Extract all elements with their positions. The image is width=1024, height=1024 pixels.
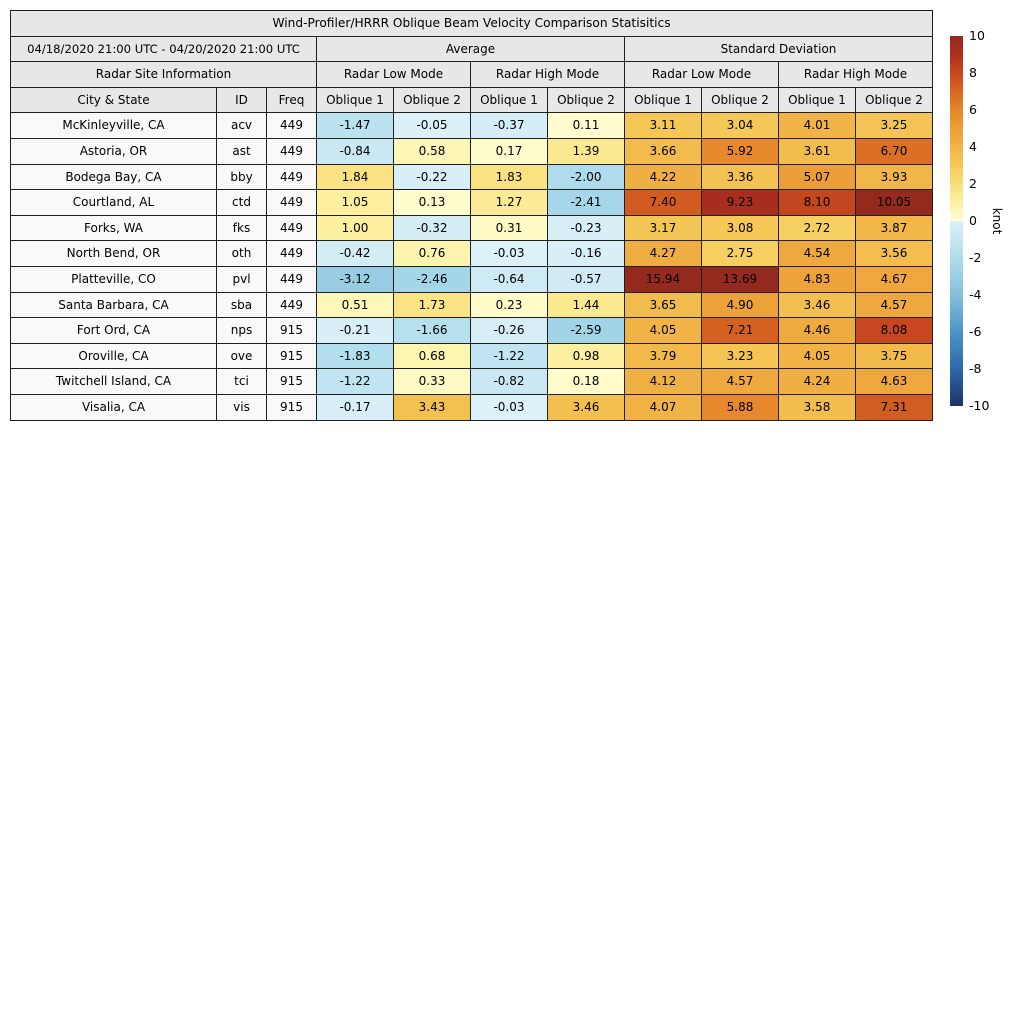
site-id-cell: bby	[217, 164, 267, 190]
value-cell: 4.05	[779, 343, 856, 369]
value-cell: -1.22	[471, 343, 548, 369]
value-cell: 3.11	[625, 113, 702, 139]
col-header-oblique2: Oblique 2	[702, 87, 779, 113]
city-state-cell: Oroville, CA	[11, 343, 217, 369]
value-cell: -0.17	[317, 394, 394, 420]
value-cell: 3.61	[779, 138, 856, 164]
site-id-cell: tci	[217, 369, 267, 395]
value-cell: 4.90	[702, 292, 779, 318]
col-header-city-state: City & State	[11, 87, 217, 113]
table-row	[11, 113, 933, 139]
value-cell: 3.56	[856, 241, 933, 267]
site-id-cell: ove	[217, 343, 267, 369]
value-cell: 4.05	[625, 318, 702, 344]
value-cell: 3.46	[548, 394, 625, 420]
value-cell: 4.67	[856, 266, 933, 292]
colorbar-unit-label: knot	[990, 207, 1004, 235]
site-id-cell: pvl	[217, 266, 267, 292]
value-cell: -1.83	[317, 343, 394, 369]
value-cell: -2.59	[548, 318, 625, 344]
site-id-cell: vis	[217, 394, 267, 420]
site-id-cell: sba	[217, 292, 267, 318]
value-cell: 3.04	[702, 113, 779, 139]
value-cell: -1.47	[317, 113, 394, 139]
value-cell: 0.98	[548, 343, 625, 369]
value-cell: -0.37	[471, 113, 548, 139]
value-cell: 3.08	[702, 215, 779, 241]
value-cell: 0.68	[394, 343, 471, 369]
value-cell: 4.01	[779, 113, 856, 139]
value-cell: 7.40	[625, 190, 702, 216]
value-cell: 2.75	[702, 241, 779, 267]
value-cell: -0.84	[317, 138, 394, 164]
city-state-cell: North Bend, OR	[11, 241, 217, 267]
city-state-cell: Astoria, OR	[11, 138, 217, 164]
value-cell: -0.03	[471, 241, 548, 267]
value-cell: 1.27	[471, 190, 548, 216]
value-cell: 4.22	[625, 164, 702, 190]
value-cell: -0.05	[394, 113, 471, 139]
value-cell: -0.64	[471, 266, 548, 292]
value-cell: -0.26	[471, 318, 548, 344]
value-cell: 3.36	[702, 164, 779, 190]
colorbar-tick-label: -6	[969, 323, 982, 339]
city-state-cell: McKinleyville, CA	[11, 113, 217, 139]
value-cell: -2.46	[394, 266, 471, 292]
value-cell: -1.22	[317, 369, 394, 395]
table-row	[11, 394, 933, 420]
col-header-id: ID	[217, 87, 267, 113]
value-cell: 1.84	[317, 164, 394, 190]
table-row	[11, 292, 933, 318]
colorbar-tick-label: 6	[969, 101, 977, 117]
freq-cell: 449	[267, 266, 317, 292]
freq-cell: 449	[267, 292, 317, 318]
city-state-cell: Santa Barbara, CA	[11, 292, 217, 318]
col-header-oblique2: Oblique 2	[394, 87, 471, 113]
city-state-cell: Forks, WA	[11, 215, 217, 241]
title-row	[11, 11, 933, 37]
site-id-cell: ctd	[217, 190, 267, 216]
value-cell: -0.16	[548, 241, 625, 267]
value-cell: 0.33	[394, 369, 471, 395]
value-cell: 4.07	[625, 394, 702, 420]
value-cell: 2.72	[779, 215, 856, 241]
value-cell: 4.83	[779, 266, 856, 292]
value-cell: -0.42	[317, 241, 394, 267]
value-cell: 1.00	[317, 215, 394, 241]
freq-cell: 915	[267, 394, 317, 420]
colorbar-tick-label: 4	[969, 138, 977, 154]
value-cell: 3.93	[856, 164, 933, 190]
table-row	[11, 164, 933, 190]
value-cell: 7.31	[856, 394, 933, 420]
col-header-oblique2: Oblique 2	[548, 87, 625, 113]
value-cell: 5.07	[779, 164, 856, 190]
colorbar-tick-label: -10	[969, 397, 990, 413]
site-info-header: Radar Site Information	[11, 62, 317, 88]
value-cell: 6.70	[856, 138, 933, 164]
value-cell: 5.88	[702, 394, 779, 420]
value-cell: -0.57	[548, 266, 625, 292]
value-cell: 8.10	[779, 190, 856, 216]
value-cell: 3.87	[856, 215, 933, 241]
value-cell: 5.92	[702, 138, 779, 164]
col-header-oblique1: Oblique 1	[471, 87, 548, 113]
city-state-cell: Visalia, CA	[11, 394, 217, 420]
site-id-cell: ast	[217, 138, 267, 164]
city-state-cell: Platteville, CO	[11, 266, 217, 292]
col-header-freq: Freq	[267, 87, 317, 113]
avg-high-mode-header: Radar High Mode	[471, 62, 625, 88]
value-cell: -0.32	[394, 215, 471, 241]
std-high-mode-header: Radar High Mode	[779, 62, 933, 88]
site-id-cell: oth	[217, 241, 267, 267]
value-cell: 1.05	[317, 190, 394, 216]
colorbar-tick-label: -2	[969, 249, 982, 265]
value-cell: 0.23	[471, 292, 548, 318]
col-header-oblique2: Oblique 2	[856, 87, 933, 113]
value-cell: 1.83	[471, 164, 548, 190]
table-row	[11, 215, 933, 241]
value-cell: 1.73	[394, 292, 471, 318]
col-header-oblique1: Oblique 1	[779, 87, 856, 113]
value-cell: 4.12	[625, 369, 702, 395]
city-state-cell: Fort Ord, CA	[11, 318, 217, 344]
value-cell: 4.63	[856, 369, 933, 395]
value-cell: 3.65	[625, 292, 702, 318]
value-cell: 7.21	[702, 318, 779, 344]
value-cell: 3.58	[779, 394, 856, 420]
value-cell: 8.08	[856, 318, 933, 344]
value-cell: -0.82	[471, 369, 548, 395]
value-cell: 0.17	[471, 138, 548, 164]
table-row	[11, 318, 933, 344]
value-cell: 1.39	[548, 138, 625, 164]
value-cell: -1.66	[394, 318, 471, 344]
group-header-standard-deviation: Standard Deviation	[625, 36, 933, 62]
value-cell: 4.46	[779, 318, 856, 344]
city-state-cell: Twitchell Island, CA	[11, 369, 217, 395]
value-cell: 0.18	[548, 369, 625, 395]
table-row	[11, 241, 933, 267]
value-cell: 15.94	[625, 266, 702, 292]
value-cell: -2.00	[548, 164, 625, 190]
site-id-cell: fks	[217, 215, 267, 241]
value-cell: 0.58	[394, 138, 471, 164]
freq-cell: 915	[267, 369, 317, 395]
value-cell: 3.43	[394, 394, 471, 420]
freq-cell: 915	[267, 318, 317, 344]
colorbar-tick-label: -4	[969, 286, 982, 302]
table-body	[11, 113, 933, 420]
city-state-cell: Courtland, AL	[11, 190, 217, 216]
freq-cell: 449	[267, 164, 317, 190]
colorbar-tick-label: 8	[969, 64, 977, 80]
avg-low-mode-header: Radar Low Mode	[317, 62, 471, 88]
date-range: 04/18/2020 21:00 UTC - 04/20/2020 21:00 UTC	[11, 36, 317, 62]
value-cell: -2.41	[548, 190, 625, 216]
stats-table	[10, 10, 933, 421]
freq-cell: 449	[267, 241, 317, 267]
value-cell: 3.46	[779, 292, 856, 318]
table-row	[11, 369, 933, 395]
value-cell: -3.12	[317, 266, 394, 292]
value-cell: 3.25	[856, 113, 933, 139]
value-cell: -0.03	[471, 394, 548, 420]
figure-title: Wind-Profiler/HRRR Oblique Beam Velocity Comparison Statisitics	[11, 11, 933, 37]
value-cell: 4.27	[625, 241, 702, 267]
value-cell: 0.76	[394, 241, 471, 267]
value-cell: 9.23	[702, 190, 779, 216]
value-cell: 10.05	[856, 190, 933, 216]
value-cell: -0.21	[317, 318, 394, 344]
mode-header-row	[11, 62, 933, 88]
freq-cell: 449	[267, 138, 317, 164]
freq-cell: 449	[267, 190, 317, 216]
value-cell: 1.44	[548, 292, 625, 318]
value-cell: 4.57	[702, 369, 779, 395]
value-cell: -0.22	[394, 164, 471, 190]
value-cell: 4.24	[779, 369, 856, 395]
table-row	[11, 190, 933, 216]
value-cell: 3.79	[625, 343, 702, 369]
value-cell: 3.17	[625, 215, 702, 241]
value-cell: -0.23	[548, 215, 625, 241]
site-id-cell: acv	[217, 113, 267, 139]
city-state-cell: Bodega Bay, CA	[11, 164, 217, 190]
value-cell: 13.69	[702, 266, 779, 292]
column-header-row	[11, 87, 933, 113]
value-cell: 0.51	[317, 292, 394, 318]
col-header-oblique1: Oblique 1	[317, 87, 394, 113]
value-cell: 0.31	[471, 215, 548, 241]
colorbar-tick-label: 0	[969, 212, 977, 228]
table-row	[11, 343, 933, 369]
value-cell: 0.13	[394, 190, 471, 216]
colorbar	[950, 27, 1024, 413]
colorbar-gradient	[950, 36, 963, 406]
group-header-row	[11, 36, 933, 62]
table-row	[11, 266, 933, 292]
freq-cell: 915	[267, 343, 317, 369]
table-row	[11, 138, 933, 164]
group-header-average: Average	[317, 36, 625, 62]
value-cell: 3.66	[625, 138, 702, 164]
freq-cell: 449	[267, 215, 317, 241]
value-cell: 4.54	[779, 241, 856, 267]
col-header-oblique1: Oblique 1	[625, 87, 702, 113]
value-cell: 3.75	[856, 343, 933, 369]
std-low-mode-header: Radar Low Mode	[625, 62, 779, 88]
colorbar-tick-label: 2	[969, 175, 977, 191]
colorbar-tick-label: -8	[969, 360, 982, 376]
freq-cell: 449	[267, 113, 317, 139]
value-cell: 0.11	[548, 113, 625, 139]
value-cell: 4.57	[856, 292, 933, 318]
site-id-cell: nps	[217, 318, 267, 344]
colorbar-tick-label: 10	[969, 27, 985, 43]
value-cell: 3.23	[702, 343, 779, 369]
